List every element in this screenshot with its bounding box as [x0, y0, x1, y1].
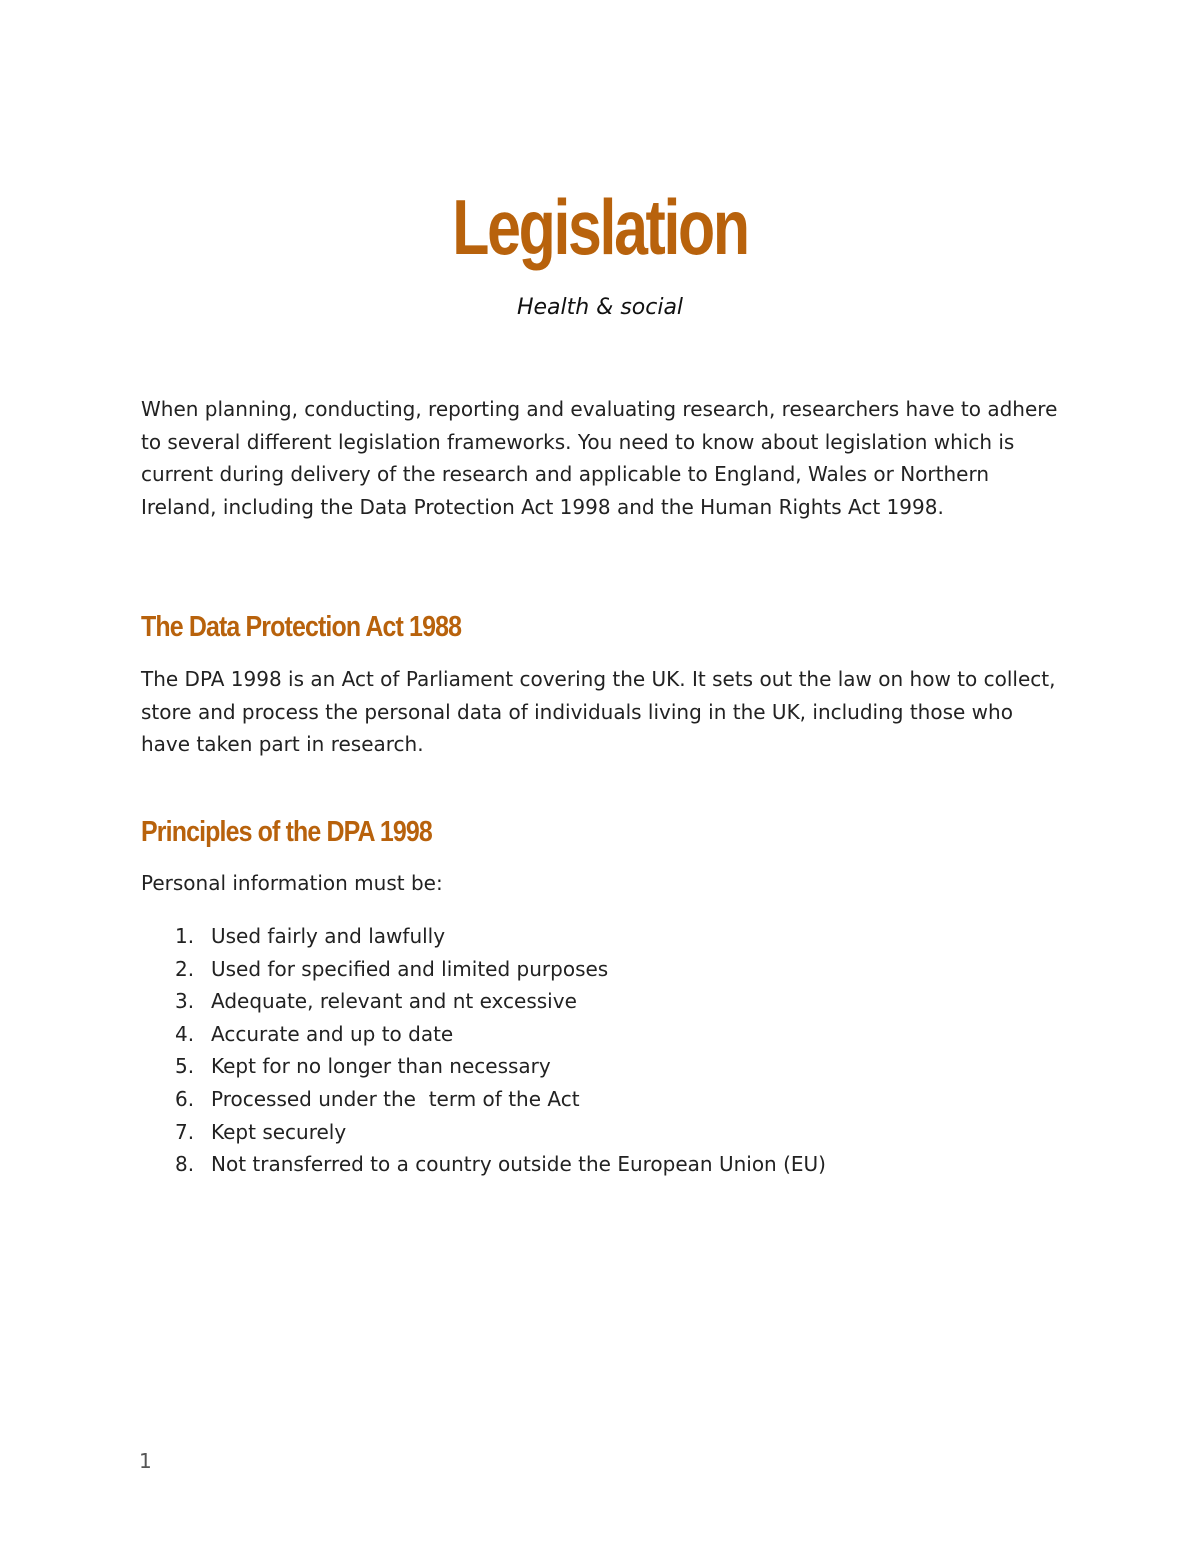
list-item-text: Not transferred to a country outside the European Union (EU) — [211, 1152, 826, 1177]
principles-lead-text: Personal information must be: — [141, 871, 443, 895]
list-item-text: Used fairly and lawfully — [211, 924, 446, 948]
section-heading-dpa: The Data Protection Act 1988 — [141, 611, 462, 643]
list-item-number: 7. — [175, 1119, 195, 1144]
list-item — [141, 985, 1041, 1018]
list-item-number: 3. — [175, 989, 195, 1014]
list-item-text: Accurate and up to date — [211, 1021, 454, 1046]
section-heading-principles: Principles of the DPA 1998 — [141, 816, 432, 848]
list-item-text: Kept for no longer than necessary — [211, 1054, 551, 1079]
list-item-number: 2. — [175, 956, 195, 981]
list-item — [141, 1018, 1041, 1051]
list-item — [141, 953, 1041, 986]
list-item-text: Kept securely — [211, 1119, 347, 1144]
list-item-number: 6. — [175, 1086, 195, 1111]
document-subtitle: Health & social — [516, 295, 684, 320]
list-item-text: Adequate, relevant and nt excessive — [211, 989, 577, 1014]
document-title: Legislation — [452, 183, 748, 271]
list-item — [141, 920, 1041, 953]
intro-paragraph: When planning, conducting, reporting and evaluating research, researchers have to adhere to several different legislation frameworks. You need to know about legislation which is current during delivery of the research and applicable to England, Wales or Northern Ireland, including the Data Protection Act 1998 and the Human Rights Act 1998. — [141, 397, 1058, 519]
list-item — [141, 1116, 1041, 1149]
list-item — [141, 1083, 1041, 1116]
list-item-text: Processed under the term of the Act — [211, 1086, 580, 1111]
dpa-paragraph: The DPA 1998 is an Act of Parliament covering the UK. It sets out the law on how to collect, store and process the personal data of individuals living in the UK, including those who have taken part in research. — [141, 667, 1056, 757]
list-item-number: 5. — [175, 1054, 195, 1079]
list-item-number: 4. — [175, 1021, 195, 1046]
list-item-number: 1. — [175, 924, 195, 948]
principles-list — [141, 920, 1041, 1181]
list-item — [141, 1148, 1041, 1181]
list-item-number: 8. — [175, 1152, 195, 1177]
list-item — [141, 1050, 1041, 1083]
page-number: 1 — [139, 1449, 152, 1473]
list-item-text: Used for specified and limited purposes — [211, 956, 609, 981]
